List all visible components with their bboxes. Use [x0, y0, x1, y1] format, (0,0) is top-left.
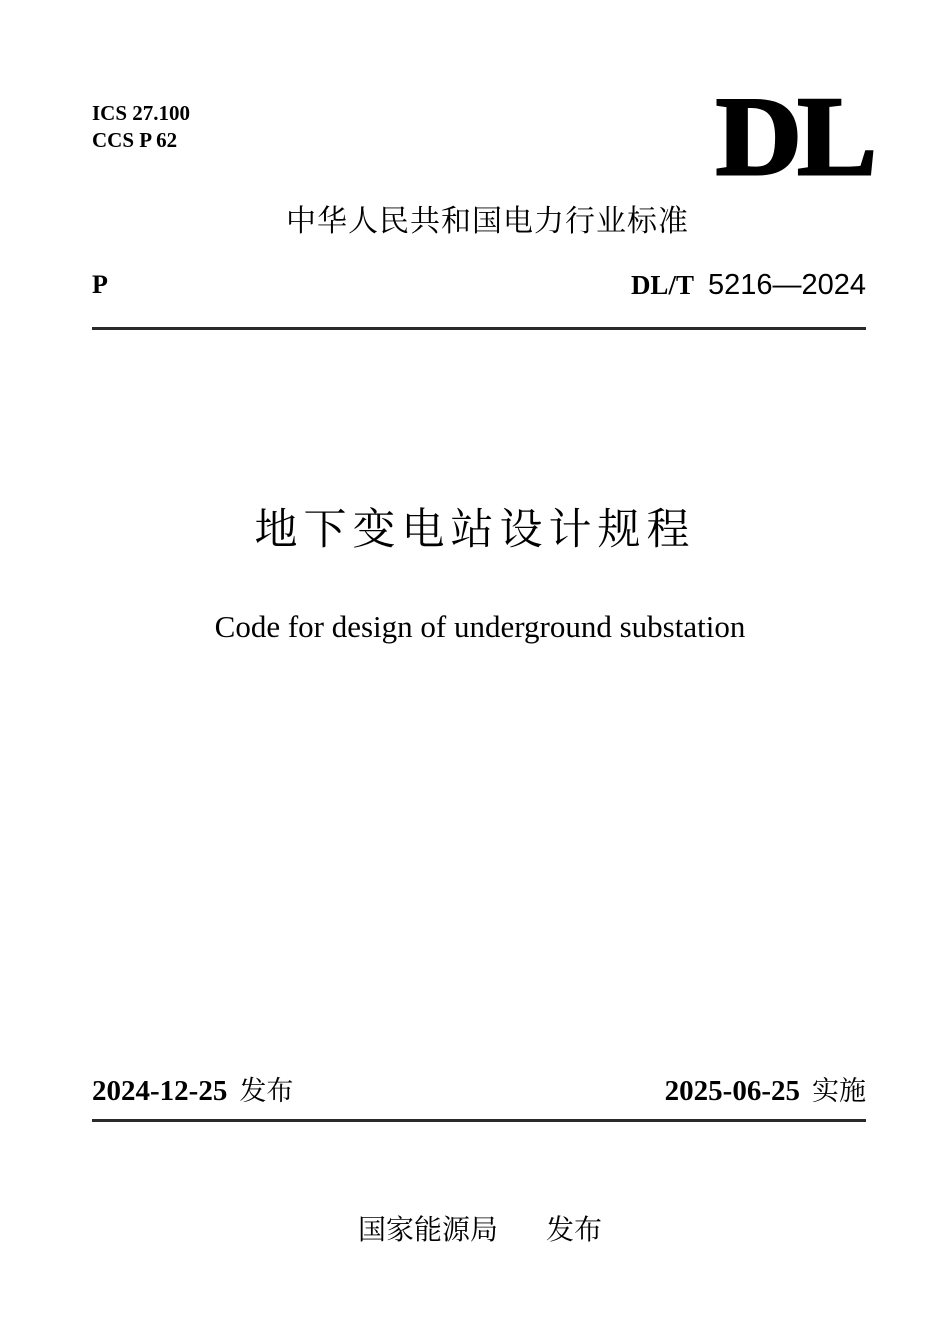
ccs-code: CCS P 62 [92, 128, 178, 152]
classification-codes [92, 100, 190, 154]
top-divider [92, 327, 866, 330]
publisher-action: 发布 [546, 1213, 603, 1246]
implementation-date-block [665, 1071, 866, 1116]
implementation-label: 实施 [812, 1076, 866, 1107]
dl-logo: DL [716, 75, 873, 199]
issue-date: 2024-12-25 [92, 1075, 228, 1107]
ics-code: ICS 27.100 [92, 101, 191, 125]
bottom-divider [92, 1119, 866, 1122]
standard-number-value: 5216—2024 [707, 269, 866, 301]
issue-date-block [92, 1071, 293, 1116]
standard-number [631, 268, 866, 307]
issue-label: 发布 [239, 1076, 294, 1107]
document-subtitle-english: Code for design of underground substation [214, 609, 746, 644]
publisher-organization: 国家能源局 [357, 1213, 498, 1246]
standard-prefix: DL/T [630, 270, 694, 300]
document-title: 地下变电站设计规程 [254, 505, 696, 555]
publisher-block [0, 1210, 950, 1250]
implementation-date: 2025-06-25 [664, 1075, 800, 1107]
classification-letter: P [92, 270, 108, 299]
standard-category-heading: 中华人民共和国电力行业标准 [286, 204, 689, 239]
